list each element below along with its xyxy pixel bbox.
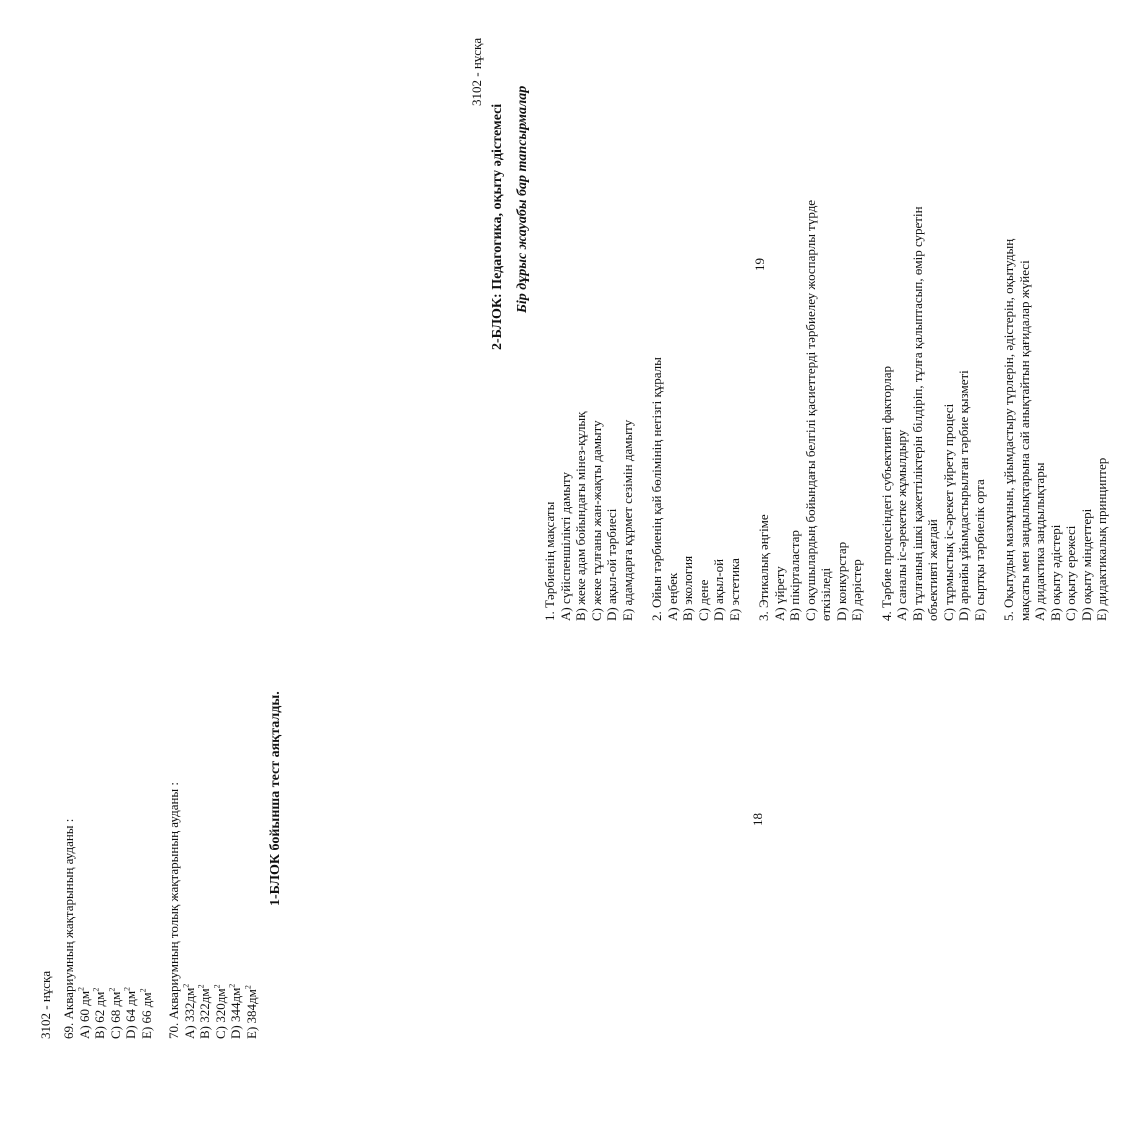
- question-stem: 70. Аквариумның толық жақтарының ауданы :: [166, 781, 181, 1039]
- instruction-text: Бір дұрыс жауабы бар тапсырмалар: [515, 85, 530, 313]
- answer-option: B) тұлғаның ішкі қажеттіліктерін білдіріп, тұлға қалыптасып, өмір суретін: [909, 206, 925, 621]
- answer-option: A) үйрету: [771, 566, 787, 621]
- question-stem: 2. Ойын тәрбиенің қай бөлімінің негізгі құралы: [649, 357, 664, 621]
- question-item: [879, 200, 988, 621]
- answer-option: D) оқыту міндеттері: [1078, 508, 1094, 621]
- question-70: [166, 782, 259, 1039]
- answer-option: D) ақыл-ой тәрбиесі: [604, 508, 619, 621]
- answer-option: A) еңбек: [664, 572, 680, 621]
- answer-option: өткізіледі: [818, 567, 833, 621]
- answer-option: C) оқыту ережесі: [1063, 525, 1078, 621]
- questions-list: [542, 200, 1124, 621]
- answer-option: B) экология: [680, 555, 695, 621]
- answer-option: C) жеке тұлғаны жан-жақты дамыту: [588, 420, 604, 621]
- answer-option: C) оқушылардың бойындағы белгілі қасиеттерді тәрбиелеу жоспарлы түрде: [802, 199, 818, 621]
- answer-option: A) саналы іс-әрекетке жұмылдыру: [894, 429, 909, 621]
- answer-option: E) дидактикалық принциптер: [1094, 457, 1109, 621]
- answer-option: D) 64 $дм^2$: [122, 986, 138, 1039]
- answer-option: B) жеке адам бойындағы мінез-құлық: [573, 411, 588, 621]
- answer-option: D) ақыл-ой: [711, 558, 726, 621]
- answer-option: C) $320дм^2$: [212, 984, 228, 1039]
- answer-option: E) $384дм^2$: [243, 985, 259, 1039]
- answer-option: B) оқыту әдістері: [1047, 524, 1063, 621]
- answer-option: E) адамдарға құрмет сезімін дамыту: [619, 419, 635, 621]
- question-stem: 1. Тәрбиенің мақсаты: [542, 501, 557, 621]
- question-stem: 4. Тәрбие процесіндегі субъективті факторлар: [878, 365, 894, 621]
- question-item: [756, 200, 865, 621]
- answer-option: A) сүйіспеншілікті дамыту: [557, 471, 573, 621]
- answer-option: C) дене: [695, 579, 711, 621]
- question-stem: 3. Этикалық әңгіме: [756, 514, 771, 621]
- right-page: [400, 0, 1109, 1131]
- answer-option: A) $332дм^2$: [181, 983, 197, 1039]
- question-item: [542, 200, 635, 621]
- answer-option: D) арнайы ұйымдастырылған тәрбие қызметі: [956, 370, 971, 621]
- answer-option: E) 66 $дм^2$: [138, 988, 154, 1039]
- page-number: 19: [752, 258, 767, 271]
- question-item: [1001, 200, 1110, 621]
- answer-option: D) конкурстар: [833, 541, 849, 621]
- left-questions: [61, 782, 271, 1039]
- answer-option: C) тұрмыстық іс-әрекет үйрету процесі: [940, 403, 956, 621]
- answer-option: E) эстетика: [726, 558, 742, 621]
- answer-option: C) 68 $дм^2$: [107, 987, 123, 1039]
- block-title: 2-БЛОК: Педагогика, оқыту әдістемесі: [490, 103, 505, 350]
- page-number: 18: [750, 813, 765, 826]
- answer-option: A) дидактика заңдылықтары: [1032, 462, 1047, 621]
- answer-option: D) $344дм^2$: [227, 983, 243, 1039]
- question-stem: 5. Оқытудың мазмұнын, ұйымдастыру түрлерін, әдістерін, оқытудың: [1001, 238, 1016, 621]
- answer-option: B) 62 $дм^2$: [91, 987, 107, 1039]
- left-page-header: 3102 - нұсқа: [38, 970, 53, 1039]
- answer-option: B) пікірталастар: [787, 530, 802, 621]
- question-69: [61, 782, 154, 1039]
- question-stem: 69. Аквариумның жақтарының ауданы :: [61, 818, 76, 1039]
- block-end-note: 1-БЛОК бойынша тест аяқталды.: [268, 691, 283, 906]
- answer-option: объективті жағдай: [925, 519, 940, 621]
- answer-option: A) 60 $дм^2$: [76, 986, 92, 1039]
- question-item: [649, 200, 742, 621]
- answer-option: B) $322дм^2$: [196, 984, 212, 1039]
- question-stem-cont: мақсаты мен заңдылықтарына сай анықтайтын қағидалар жүйесі: [1016, 260, 1032, 621]
- answer-option: E) сыртқы тәрбиелік орта: [971, 479, 987, 621]
- right-page-header: 3102 - нұсқа: [469, 37, 484, 106]
- answer-option: E) дәрістер: [849, 559, 864, 621]
